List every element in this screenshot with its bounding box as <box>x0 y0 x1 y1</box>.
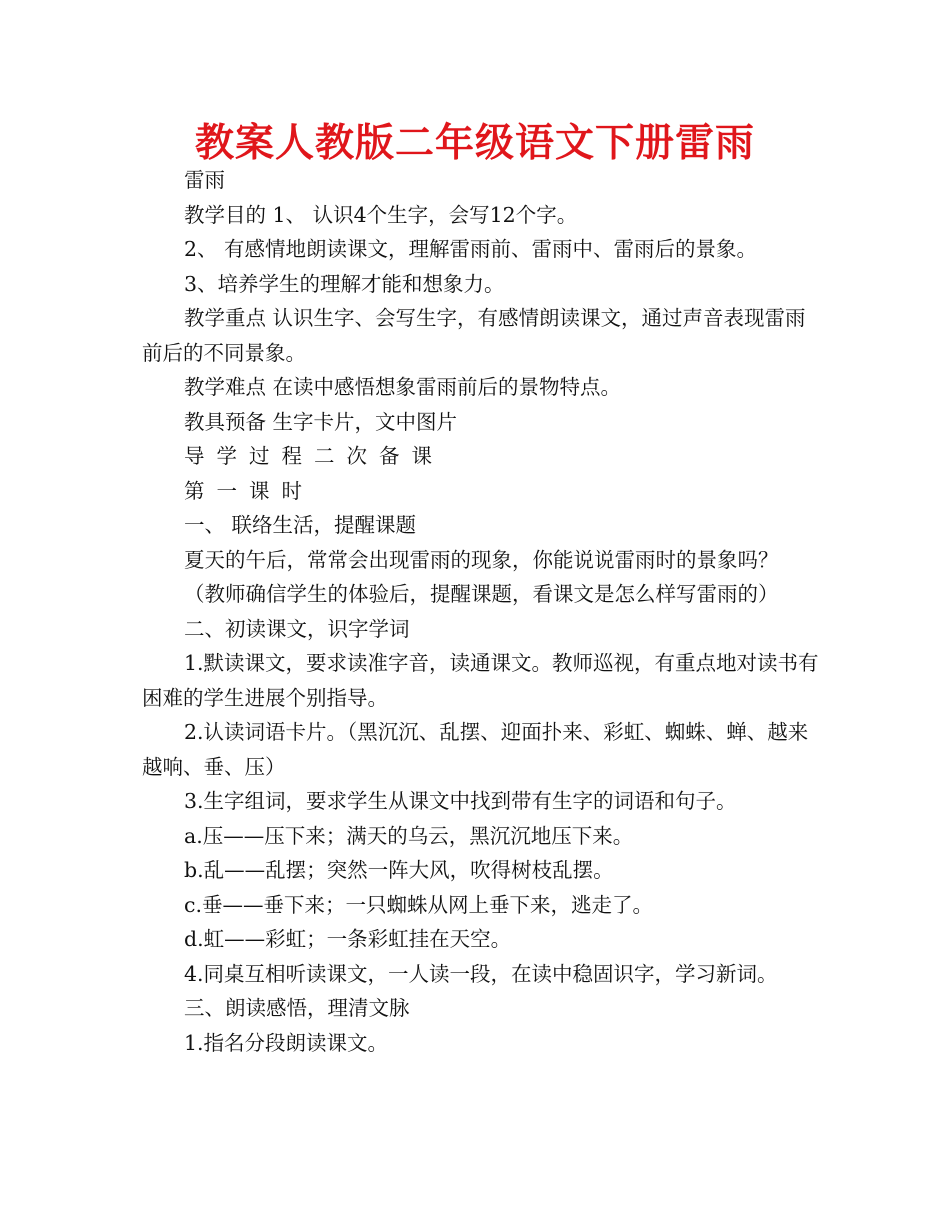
paragraph: a.压——压下来；满天的乌云，黑沉沉地压下来。 <box>184 823 634 848</box>
paragraph: 一、 联络生活，提醒课题 <box>184 513 417 537</box>
paragraph: 3.生字组词，要求学生从课文中找到带有生字的词语和句子。 <box>184 789 737 813</box>
paragraph: 夏天的午后，常常会出现雷雨的现象，你能说说雷雨时的景象吗？ <box>184 547 779 572</box>
paragraph: d.虹——彩虹；一条彩虹挂在天空。 <box>184 927 512 951</box>
paragraph: 雷雨 <box>184 168 225 192</box>
paragraph: 教学目的 1、 认识4个生字，会写12个字。 <box>184 202 578 227</box>
paragraph: 第一课时 <box>184 478 314 503</box>
document-title: 教案人教版二年级语文下册雷雨 <box>194 121 755 166</box>
paragraph: 1.指名分段朗读课文。 <box>184 1030 389 1055</box>
document-body <box>142 163 822 1060</box>
paragraph: 1.默读课文，要求读准字音，读通课文。教师巡视，有重点地对读书有困难的学生进展个别指导。 <box>142 651 819 710</box>
paragraph: b.乱——乱摆；突然一阵大风，吹得树枝乱摆。 <box>184 858 614 882</box>
paragraph: 三、朗读感悟，理清文脉 <box>184 996 410 1020</box>
paragraph: 2、 有感情地朗读课文，理解雷雨前、雷雨中、雷雨后的景象。 <box>184 237 758 261</box>
paragraph: 二、初读课文，识字学词 <box>184 616 410 641</box>
paragraph: 3、培养学生的理解才能和想象力。 <box>184 271 505 296</box>
paragraph: 2.认读词语卡片。（黑沉沉、乱摆、迎面扑来、彩虹、蜘蛛、蝉、越来越响、垂、压） <box>142 720 809 779</box>
paragraph: 4.同桌互相听读课文，一人读一段，在读中稳固识字，学习新词。 <box>184 961 778 986</box>
paragraph: 教学重点 认识生字、会写生字，有感情朗读课文，通过声音表现雷雨前后的不同景象。 <box>142 306 806 365</box>
paragraph: 教学难点 在读中感悟想象雷雨前后的景物特点。 <box>184 375 622 399</box>
paragraph: c.垂——垂下来；一只蜘蛛从网上垂下来，逃走了。 <box>184 892 653 917</box>
paragraph: （教师确信学生的体验后，提醒课题，看课文是怎么样写雷雨的） <box>184 582 779 606</box>
paragraph: 教具预备 生字卡片，文中图片 <box>184 409 458 434</box>
paragraph: 导学过程二次备课 <box>184 444 444 468</box>
